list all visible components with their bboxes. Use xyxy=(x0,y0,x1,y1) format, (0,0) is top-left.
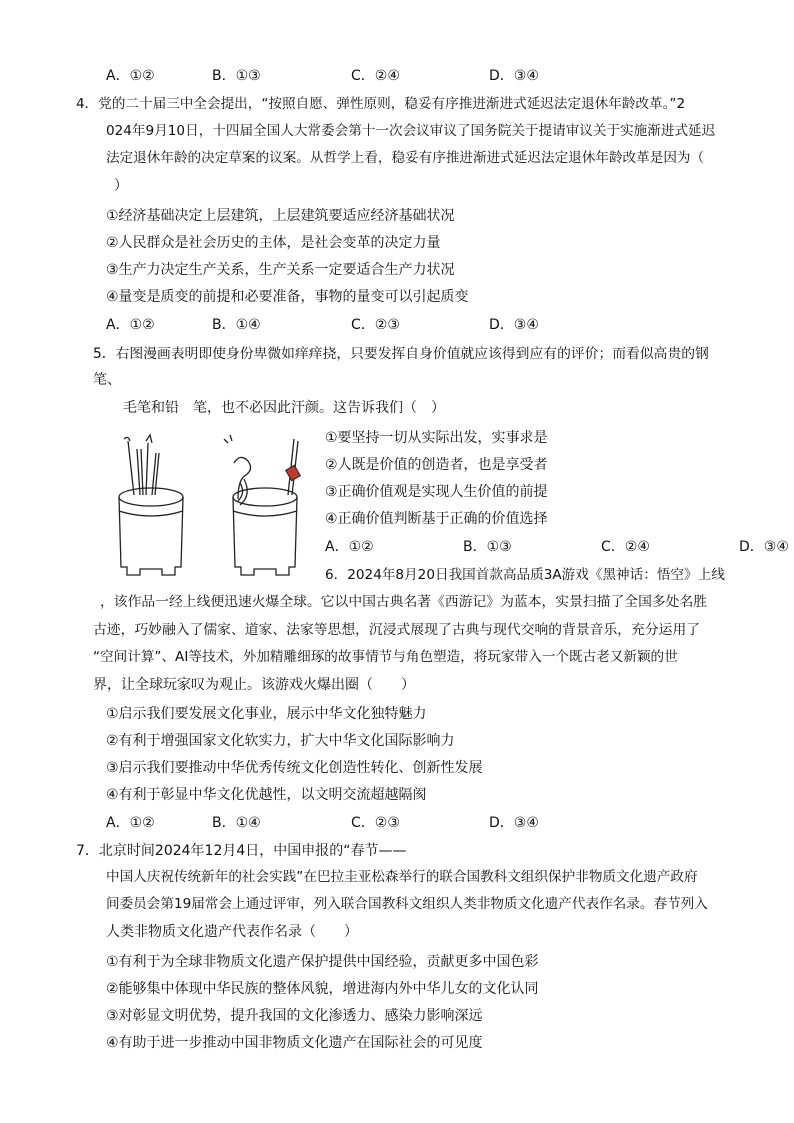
q5-stem-line-2: 笔、 xyxy=(93,372,121,388)
q4-options xyxy=(106,315,586,335)
q6-option-d: D．③④ xyxy=(489,815,539,831)
q4-option-b: B．①④ xyxy=(212,317,261,333)
q6-statement-4: ④有利于彰显中华文化优越性，以文明交流超越隔阂 xyxy=(106,787,427,803)
q5-stem-line-3: 毛笔和铅 笔，也不必因此汗颜。这告诉我们（ ） xyxy=(123,400,445,416)
q5-option-b: B．①③ xyxy=(463,539,512,555)
q7-statement-3: ③对彰显文明优势，提升我国的文化渗透力、感染力影响深远 xyxy=(106,1008,483,1024)
q3-options xyxy=(106,66,586,86)
q6-stem-line-2: ，该作品一经上线便迅速火爆全球。它以中国古典名著《西游记》为蓝本，实景扫描了全国多处名胜 xyxy=(100,594,708,610)
q6-stem-line-5: 界，让全球玩家叹为观止。该游戏火爆出圈（ ） xyxy=(93,677,415,693)
q6-option-c: C．②③ xyxy=(351,815,400,831)
q4-statement-2: ②人民群众是社会历史的主体，是社会变革的决定力量 xyxy=(106,235,441,251)
q7-stem-line-1: 7．北京时间2024年12月4日，中国申报的“春节—— xyxy=(76,843,407,859)
red-tag-icon xyxy=(286,465,301,480)
q6-stem-line-4: “空间计算”、AI等技术，外加精雕细琢的故事情节与角色塑造，将玩家带入一个既古老又新颖的世 xyxy=(93,649,678,665)
q7-stem-line-2: 中国人庆祝传统新年的社会实践”在巴拉圭亚松森举行的联合国教科文组织保护非物质文化遗产政府 xyxy=(106,869,698,885)
q7-stem-line-3: 间委员会第19届常会上通过评审，列入联合国教科文组织人类非物质文化遗产代表作名录。春节列入 xyxy=(106,896,708,912)
q6-statement-1: ①启示我们要发展文化事业，展示中华文化独特魅力 xyxy=(106,706,427,722)
q4-stem-line-1: 4．党的二十届三中全会提出，“按照自愿、弹性原则，稳妥有序推进渐进式延迟法定退休年龄改革。”2 xyxy=(76,96,686,112)
right-pen-holder xyxy=(224,435,298,575)
q6-stem-line-3: 古迹，巧妙融入了儒家、道家、法家等思想，沉浸式展现了古典与现代交响的背景音乐，充分运用了 xyxy=(93,622,701,638)
q4-statement-4: ④量变是质变的前提和必要准备，事物的量变可以引起质变 xyxy=(106,289,469,305)
q4-option-a: A．①② xyxy=(106,317,155,333)
q5-option-d: D．③④ xyxy=(739,539,789,555)
q7-statement-2: ②能够集中体现中华民族的整体风貌，增进海内外中华儿女的文化认同 xyxy=(106,981,539,997)
q4-statement-1: ①经济基础决定上层建筑，上层建筑要适应经济基础状况 xyxy=(106,208,455,224)
q6-option-a: A．①② xyxy=(106,815,155,831)
q5-statement-3: ③正确价值观是实现人生价值的前提 xyxy=(325,484,548,500)
q5-option-a: A．①② xyxy=(325,539,374,555)
q4-statement-3: ③生产力决定生产关系，生产关系一定要适合生产力状况 xyxy=(106,262,455,278)
q6-stem-line-1: 6．2024年8月20日我国首款高品质3A游戏《黑神话：悟空》上线 xyxy=(325,567,725,583)
q3-option-c: C．②④ xyxy=(351,68,400,84)
q5-statement-1: ①要坚持一切从实际出发，实事求是 xyxy=(325,430,548,446)
q3-option-d: D．③④ xyxy=(489,68,539,84)
q5-stem-line-1: 5．右图漫画表明即使身份卑微如痒痒挠，只要发挥自身价值就应该得到应有的评价；而看似高贵的钢 xyxy=(93,346,709,362)
q6-statement-2: ②有利于增强国家文化软实力，扩大中华文化国际影响力 xyxy=(106,733,455,749)
q5-options xyxy=(325,537,793,557)
q4-option-c: C．②③ xyxy=(351,317,400,333)
q7-stem-line-4: 人类非物质文化遗产代表作名录（ ） xyxy=(106,924,358,940)
q4-stem-line-4: ） xyxy=(114,178,128,194)
q3-option-a: A．①② xyxy=(106,68,155,84)
q3-option-b: B．①③ xyxy=(212,68,261,84)
left-pen-holder xyxy=(119,435,183,575)
pen-holder-cartoon xyxy=(104,433,314,583)
q5-statement-2: ②人既是价值的创造者，也是享受者 xyxy=(325,457,548,473)
q4-stem-line-2: 024年9月10日，十四届全国人大常委会第十一次会议审议了国务院关于提请审议关于实施渐进式延迟 xyxy=(106,123,716,139)
q6-statement-3: ③启示我们要推动中华优秀传统文化创造性转化、创新性发展 xyxy=(106,760,483,776)
q5-statement-4: ④正确价值判断基于正确的价值选择 xyxy=(325,511,548,527)
q4-option-d: D．③④ xyxy=(489,317,539,333)
q6-option-b: B．①④ xyxy=(212,815,261,831)
q4-stem-line-3: 法定退休年龄的决定草案的议案。从哲学上看，稳妥有序推进渐进式延迟法定退休年龄改革是因为（ xyxy=(106,150,705,166)
q7-statement-1: ①有利于为全球非物质文化遗产保护提供中国经验，贡献更多中国色彩 xyxy=(106,954,539,970)
q7-statement-4: ④有助于进一步推动中国非物质文化遗产在国际社会的可见度 xyxy=(106,1035,483,1051)
q5-option-c: C．②④ xyxy=(601,539,650,555)
q6-options xyxy=(106,813,586,833)
